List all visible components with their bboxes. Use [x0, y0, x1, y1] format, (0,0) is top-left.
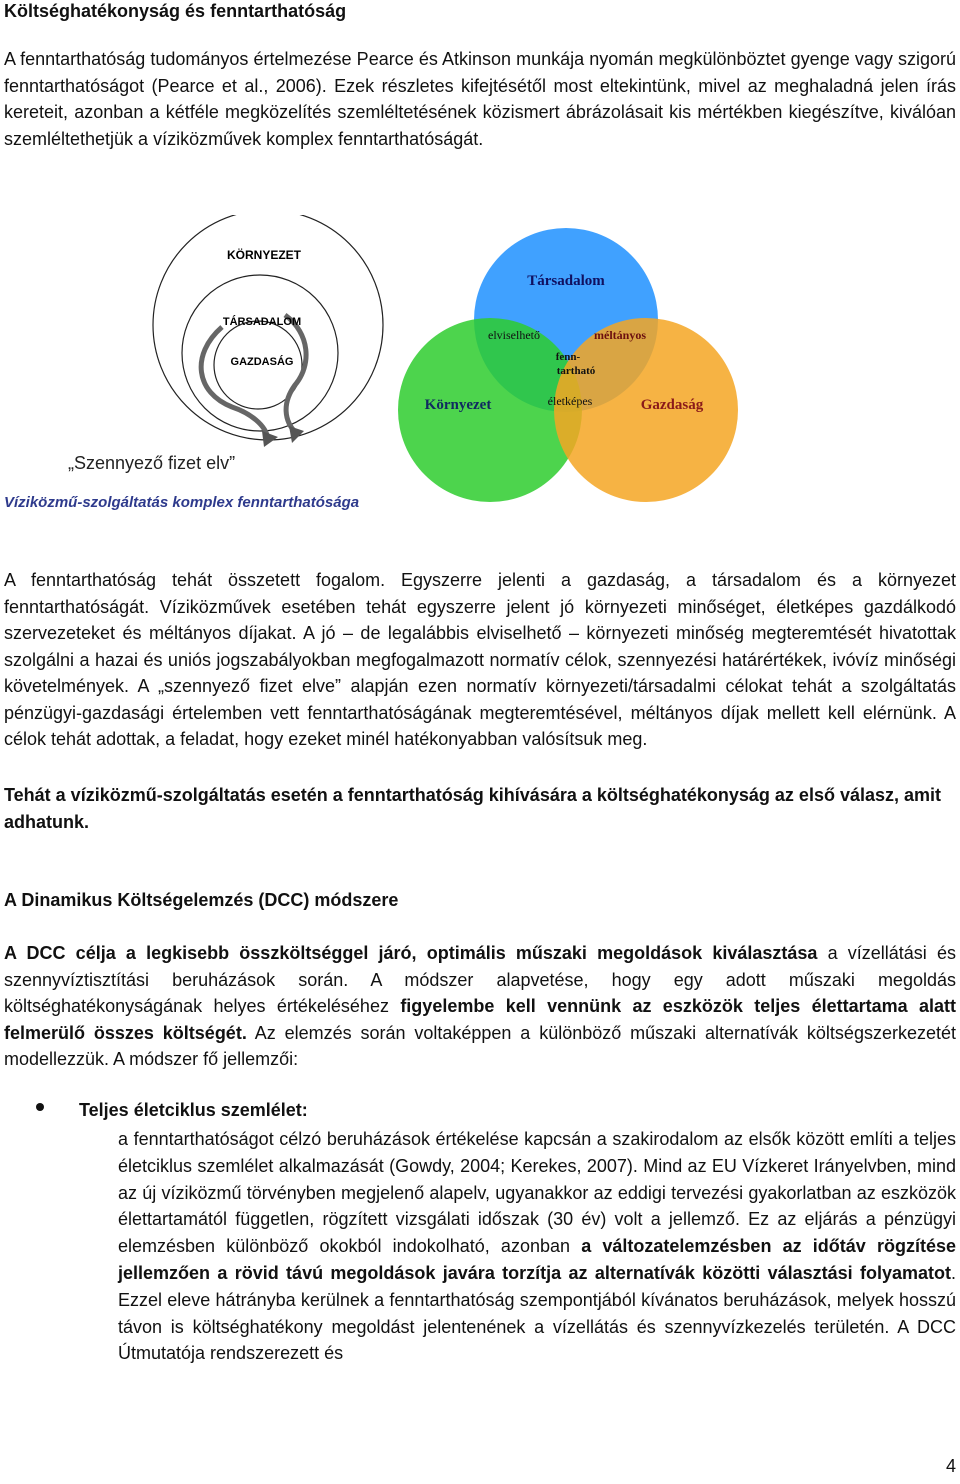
society-label: TÁRSADALOM: [222, 316, 302, 328]
sustainability-paragraph: A fenntarthatóság tehát összetett fogalom. Egyszerre jelenti a gazdaság, a társadalom és a környezet fenntarthatóságát. Víziközművek esetében tehát egyszerre jelent jó környezeti minőséget, életképes gazdálkodó szervezeteket és méltányos díjakat. A jó – de legalábbis elviselhető – környezeti minőség megteremtését hivatottak szolgálni a hazai és uniós jogszabályokban megfogalmazott normatív célok, szennyezési határértékek, ivóvíz minőségi követelmények. A „szennyező fizet elve” alapján ezen normatív környezeti/társadalmi célokat tehát a szolgáltatás pénzügyi-gazdasági értelemben vett fenntarthatóságának megteremtésével, méltányos díjak mellett kell elérnünk. A célok tehát adottak, a feladat, hogy ezeket minél hatékonyabban valósítsuk meg.: [4, 570, 956, 749]
venn-label-economy: Gazdaság: [640, 397, 704, 413]
section-heading: Költséghatékonyság és fenntarthatóság: [4, 1, 347, 21]
dcc-goal-bold: A DCC célja a legkisebb összköltséggel járó, optimális műszaki megoldások kiválasztása: [4, 943, 818, 963]
venn-center-line1: fenn-: [555, 351, 581, 363]
page-number: 4: [945, 1456, 956, 1476]
bullet-bold: a változatelemzésben az időtáv rögzítése jellemzően a rövid távú megoldások javára torzítja az alternatívák közötti választási folyamatot: [118, 1236, 957, 1283]
nested-circles-diagram: [68, 215, 383, 473]
bullet-title: Teljes életciklus szemlélet:: [79, 1100, 308, 1120]
bullet-icon: [36, 1103, 44, 1111]
venn-diagram: [398, 228, 738, 502]
venn-overlap-viable: életképes: [547, 394, 593, 408]
venn-overlap-equitable: méltányos: [594, 328, 646, 342]
bullet-text-1: a fenntarthatóságot célzó beruházások értékelése kapcsán a szakirodalom az elsők között említi a teljes életciklus szemlélet alkalmazását (Gowdy, 2004; Kerekes, 2007). Mind az EU Vízkeret Irányelvben, mind az új víziközmű törvényben megjelenő alapelv, ugyanakkor az eddigi tervezési gyakorlatban az eszközök élettartamától független, rögzített vizsgálati időszak (30 év) volt a jellemző. Ez az eljárás a pénzügyi elemzésben különböző okokból indokolható, azonban: [118, 1129, 956, 1257]
conclusion-paragraph: Tehát a víziközmű-szolgáltatás esetén a fenntarthatóság kihívására a költséghatékonyság az első válasz, amit adhatunk.: [4, 785, 942, 832]
bullet-body: [118, 1126, 956, 1367]
sustainability-figure: [0, 215, 960, 525]
environment-label: KÖRNYEZET: [226, 248, 302, 262]
venn-center-line2: tartható: [556, 365, 596, 377]
figure-caption: Víziközmű-szolgáltatás komplex fenntarthatósága: [4, 494, 360, 511]
dcc-text-2: Az elemzés során voltaképpen a különböző műszaki alternatívák költségszerkezetét modellezzük. A módszer fő jellemzői:: [4, 1022, 956, 1069]
venn-label-environment: Környezet: [424, 397, 492, 413]
dcc-lifetime-bold: figyelembe kell vennünk az eszközök teljes élettartama alatt felmerülő összes költségét.: [4, 996, 956, 1043]
dcc-paragraph: [4, 940, 956, 1073]
dcc-heading: A Dinamikus Költségelemzés (DCC) módszere: [4, 890, 399, 910]
bullet-text-2: . Ezzel eleve hátrányba kerülnek a fenntarthatóság szempontjából kívánatos beruházások, melyek hosszú távon is költséghatékony megoldást jelentenének a vízellátás és szennyvízkezelés területén. A DCC Útmutatója rendszerezett és: [118, 1262, 956, 1364]
arrow-head-icon: [262, 431, 278, 447]
venn-overlap-tolerable: elviselhető: [488, 328, 540, 342]
intro-paragraph: A fenntarthatóság tudományos értelmezése Pearce és Atkinson munkája nyomán megkülönböztet gyenge vagy szigorú fenntarthatóságot (Pearce et al., 2006). Ezek részletes kifejtésétől most eltekintünk, mivel az meghaladná jelen írás kereteit, azonban a kétféle megközelítés szemléltetésének közismert ábrázolásait kis mértékben kiegészítve, kiválóan szemléltethetjük a víziközművek komplex fenntarthatóságát.: [4, 49, 956, 149]
economy-label: GAZDASÁG: [230, 356, 294, 368]
cycle-arrow-left: [201, 327, 268, 439]
venn-label-society: Társadalom: [527, 273, 605, 289]
polluter-pays-slogan: „Szennyező fizet elv”: [68, 453, 236, 473]
dcc-text-1: a vízellátási és szennyvíztisztítási beruházások során. A módszer alapvetése, hogy egy adott műszaki megoldás költséghatékonyságának helyes értékeléséhez: [4, 943, 956, 1016]
